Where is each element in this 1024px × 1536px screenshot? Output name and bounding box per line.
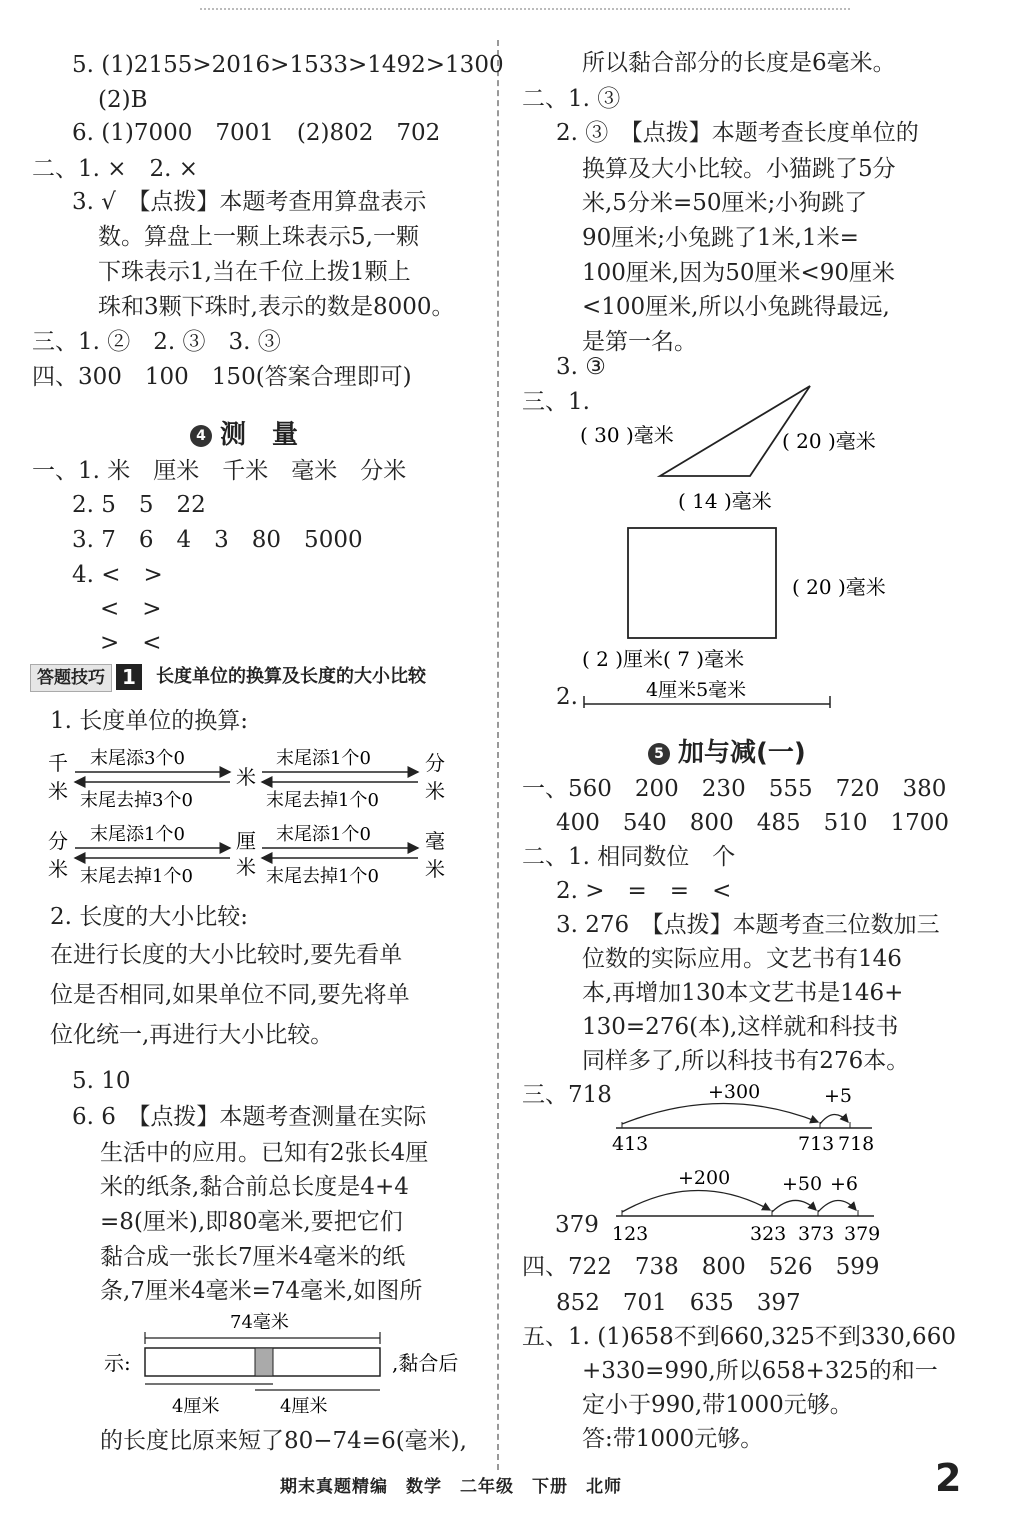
r-q2-line1: 2. ③ 【点拨】本题考查长度单位的 <box>556 120 919 146</box>
section-2-answers: 二、1. × 2. × <box>32 156 199 182</box>
u5-s5-line2: +330=990,所以658+325的和一 <box>582 1358 938 1384</box>
unit-qian-mi: 米 <box>48 779 68 803</box>
tip-banner <box>30 664 490 692</box>
unit-li-mi: 米 <box>236 855 256 879</box>
answer-5-2: (2)B <box>98 87 148 113</box>
label-rm1c: 末尾去掉1个0 <box>266 866 379 887</box>
label-rm3: 末尾去掉3个0 <box>80 790 193 811</box>
answer-3-line2: 数。算盘上一颗上珠表示5,一颗 <box>98 224 419 250</box>
r-q2-line7: 是第一名。 <box>582 329 697 355</box>
nl2-p2: 323 <box>750 1223 787 1245</box>
footer-title: 期末真题精编 数学 二年级 下册 北师 <box>280 1477 622 1497</box>
nl2-start: 123 <box>612 1223 649 1245</box>
nl2-jump3: +6 <box>830 1173 859 1195</box>
r-q2-line4: 90厘米;小兔跳了1米,1米= <box>582 225 859 251</box>
top-decoration <box>200 8 850 20</box>
tip-tag: 答题技巧 <box>30 664 112 692</box>
r-section3-q2: 2. <box>556 684 578 710</box>
rectangle-bottom-label: ( 2 )厘米( 7 )毫米 <box>582 647 745 671</box>
triangle-left-label: ( 30 )毫米 <box>580 423 674 447</box>
unit-qian: 千 <box>48 751 68 775</box>
unit-5-heading <box>648 738 806 768</box>
nl1-jump2: +5 <box>824 1085 853 1107</box>
u5-s3-answer2: 379 <box>555 1212 599 1238</box>
u5-s2-q3-line2: 位数的实际应用。文艺书有146 <box>582 946 902 972</box>
unit-conversion-diagram <box>40 740 460 890</box>
nl1-end: 718 <box>838 1133 875 1155</box>
u5-s2-q1: 二、1. 相同数位 个 <box>522 844 736 870</box>
u5-s1-line1: 一、560 200 230 555 720 380 <box>522 776 947 802</box>
unit-5-badge: 5 <box>648 743 670 765</box>
r-q3: 3. ③ <box>556 354 606 380</box>
triangle-bottom-label: ( 14 )毫米 <box>678 489 772 513</box>
column-divider <box>497 40 499 1470</box>
u5-s3-answer: 三、718 <box>522 1082 612 1108</box>
r-q2-line5: 100厘米,因为50厘米<90厘米 <box>582 260 896 286</box>
unit-4-title: 测 量 <box>220 420 299 450</box>
r-q2-line2: 换算及大小比较。小猫跳了5分 <box>582 156 896 182</box>
unit4-q6-line6: 条,7厘米4毫米=74毫米,如图所 <box>100 1278 423 1304</box>
r-line0: 所以黏合部分的长度是6毫米。 <box>582 50 896 76</box>
shapes-diagram <box>570 378 930 678</box>
nl1-jump1: +300 <box>708 1081 761 1103</box>
unit-4-badge: 4 <box>190 425 212 447</box>
u5-s2-q2: 2. > = = < <box>556 878 732 904</box>
nl1-start: 413 <box>612 1133 649 1155</box>
unit-hao-mi: 米 <box>425 857 445 881</box>
page-number: 2 <box>935 1456 962 1500</box>
r-q2-line3: 米,5分米=50厘米;小狗跳了 <box>582 190 868 216</box>
number-line-1 <box>612 1078 882 1158</box>
unit-fen2-mi: 米 <box>48 857 68 881</box>
answer-3-line3: 下珠表示1,当在千位上拨1颗上 <box>98 259 411 285</box>
label-rm1a: 末尾去掉1个0 <box>266 790 379 811</box>
section-3-answers: 三、1. ② 2. ③ 3. ③ <box>32 329 281 355</box>
paper-strip-diagram <box>100 1308 490 1420</box>
unit-li: 厘 <box>236 829 256 853</box>
tip-number: 1 <box>116 664 142 690</box>
number-line-2 <box>612 1162 892 1248</box>
section-4-answers: 四、300 100 150(答案合理即可) <box>32 364 412 390</box>
rectangle-shape <box>628 528 776 638</box>
triangle-right-label: ( 20 )毫米 <box>782 429 876 453</box>
unit4-q6-line1: 6. 6 【点拨】本题考查测量在实际 <box>72 1104 427 1130</box>
u5-s2-q3-line4: 130=276(本),这样就和科技书 <box>582 1014 899 1040</box>
tip-line5: 位化统一,再进行大小比较。 <box>50 1022 334 1048</box>
label-add1b: 末尾添1个0 <box>90 824 185 845</box>
unit-4-heading <box>190 420 298 450</box>
unit4-q6-line3: 米的纸条,黏合前总长度是4+4 <box>100 1174 409 1200</box>
answer-5: 5. (1)2155>2016>1533>1492>1300 <box>72 52 504 78</box>
unit-fen2: 分 <box>48 829 68 853</box>
unit4-q2: 2. 5 5 22 <box>72 492 206 518</box>
u5-s4-line2: 852 701 635 397 <box>556 1290 801 1316</box>
u5-s2-q3-line1: 3. 276 【点拨】本题考查三位数加三 <box>556 912 940 938</box>
unit4-q1: 一、1. 米 厘米 千米 毫米 分米 <box>32 458 407 484</box>
nl2-p3: 373 <box>798 1223 835 1245</box>
strip-prefix: 示: <box>104 1351 131 1375</box>
label-add1a: 末尾添1个0 <box>276 748 371 769</box>
u5-s5-line1: 五、1. (1)658不到660,325不到330,660 <box>522 1324 956 1350</box>
answer-3-line1: 3. √ 【点拨】本题考查用算盘表示 <box>72 189 427 215</box>
unit4-q5: 5. 10 <box>72 1068 131 1094</box>
r-section3-q1: 三、1. <box>522 389 590 415</box>
u5-s4-line1: 四、722 738 800 526 599 <box>522 1254 880 1280</box>
r-q2-line6: <100厘米,所以小兔跳得最远, <box>582 294 890 320</box>
unit4-q3: 3. 7 6 4 3 80 5000 <box>72 527 363 553</box>
strip-suffix: ,黏合后 <box>392 1351 459 1375</box>
tip-line2: 2. 长度的大小比较: <box>50 904 249 930</box>
unit4-q6-line2: 生活中的应用。已知有2张长4厘 <box>100 1140 429 1166</box>
label-rm1b: 末尾去掉1个0 <box>80 866 193 887</box>
u5-s5-line3: 定小于990,带1000元够。 <box>582 1392 853 1418</box>
unit4-q6-line7: 的长度比原来短了80−74=6(毫米), <box>100 1428 467 1454</box>
rectangle-right-label: ( 20 )毫米 <box>792 575 886 599</box>
strip-left-length: 4厘米 <box>172 1396 220 1417</box>
nl2-jump1: +200 <box>678 1167 731 1189</box>
tip-title: 长度单位的换算及长度的大小比较 <box>156 666 426 687</box>
unit-hao: 毫 <box>425 829 445 853</box>
u5-s2-q3-line3: 本,再增加130本文艺书是146+ <box>582 980 904 1006</box>
unit4-q4-b: < > <box>100 596 162 622</box>
unit4-q6-line5: 黏合成一张长7厘米4毫米的纸 <box>100 1244 406 1270</box>
unit4-q4-c: > < <box>100 630 162 656</box>
unit-5-title: 加与减(一) <box>678 738 806 768</box>
unit-fen-mi: 米 <box>425 779 445 803</box>
segment-diagram <box>582 674 842 714</box>
u5-s2-q3-line5: 同样多了,所以科技书有276本。 <box>582 1048 910 1074</box>
nl2-end: 379 <box>844 1223 881 1245</box>
unit-fen: 分 <box>425 751 445 775</box>
label-add1c: 末尾添1个0 <box>276 824 371 845</box>
unit-mi: 米 <box>236 765 256 789</box>
nl1-mid: 713 <box>798 1133 835 1155</box>
u5-s1-line2: 400 540 800 485 510 1700 <box>556 810 950 836</box>
answer-3-line4: 珠和3颗下珠时,表示的数是8000。 <box>98 294 455 320</box>
tip-line1: 1. 长度单位的换算: <box>50 708 249 734</box>
answer-6: 6. (1)7000 7001 (2)802 702 <box>72 120 441 146</box>
r-section2-q1: 二、1. ③ <box>522 86 621 112</box>
nl2-jump2: +50 <box>782 1173 823 1195</box>
strip-total-label: 74毫米 <box>230 1312 289 1333</box>
label-add3: 末尾添3个0 <box>90 748 185 769</box>
unit4-q4-a: 4. < > <box>72 562 163 588</box>
strip-right-length: 4厘米 <box>280 1396 328 1417</box>
unit4-q6-line4: =8(厘米),即80毫米,要把它们 <box>100 1209 403 1235</box>
tip-line4: 位是否相同,如果单位不同,要先将单 <box>50 982 410 1008</box>
segment-label: 4厘米5毫米 <box>646 679 747 701</box>
tip-line3: 在进行长度的大小比较时,要先看单 <box>50 942 403 968</box>
u5-s5-line4: 答:带1000元够。 <box>582 1426 764 1452</box>
